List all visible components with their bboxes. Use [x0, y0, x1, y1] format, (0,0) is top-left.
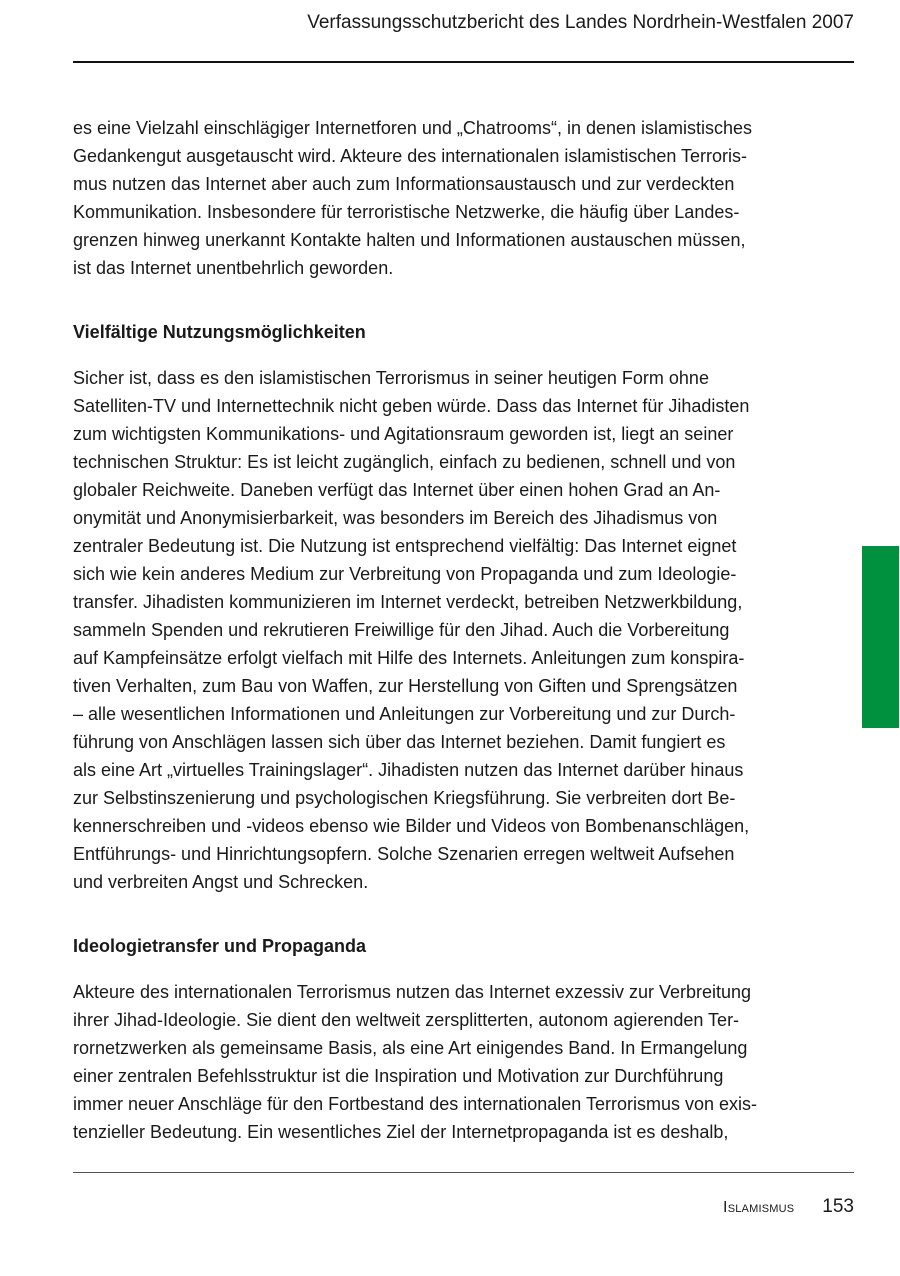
text-line: ihrer Jihad-Ideologie. Sie dient den weltweit zersplitterten, autonom agierenden Ter-: [73, 1010, 740, 1030]
text-line: zum wichtigsten Kommunikations- und Agitationsraum geworden ist, liegt an seiner: [73, 424, 734, 444]
text-line: Sicher ist, dass es den islamistischen Terrorismus in seiner heutigen Form ohne: [73, 368, 709, 388]
text-line: zentraler Bedeutung ist. Die Nutzung ist entsprechend vielfältig: Das Internet eignet: [73, 536, 737, 556]
text-line: grenzen hinweg unerkannt Kontakte halten und Informationen austauschen müssen,: [73, 230, 746, 250]
text-line: rornetzwerken als gemeinsame Basis, als eine Art einigendes Band. In Ermangelung: [73, 1038, 748, 1058]
text-line: Kommunikation. Insbesondere für terroristische Netzwerke, die häufig über Landes-: [73, 202, 740, 222]
text-line: führung von Anschlägen lassen sich über das Internet beziehen. Damit fungiert es: [73, 732, 726, 752]
text-line: auf Kampfeinsätze erfolgt vielfach mit Hilfe des Internets. Anleitungen zum konspira-: [73, 648, 745, 668]
chapter-tab-marker: [862, 546, 899, 728]
paragraph-ideologietransfer: [73, 978, 808, 1146]
text-line: es eine Vielzahl einschlägiger Internetforen und „Chatrooms“, in denen islamistisches: [73, 118, 753, 138]
text-line: Satelliten-TV und Internettechnik nicht geben würde. Dass das Internet für Jihadisten: [73, 396, 750, 416]
text-line: immer neuer Anschläge für den Fortbestand des internationalen Terrorismus von exis-: [73, 1094, 758, 1114]
text-line: und verbreiten Angst und Schrecken.: [73, 872, 369, 892]
text-line: technischen Struktur: Es ist leicht zugänglich, einfach zu bedienen, schnell und von: [73, 452, 736, 472]
text-line: Entführungs- und Hinrichtungsopfern. Solche Szenarien erregen weltweit Aufsehen: [73, 844, 735, 864]
paragraph-nutzung: [73, 364, 808, 896]
text-line: zur Selbstinszenierung und psychologischen Kriegsführung. Sie verbreiten dort Be-: [73, 788, 736, 808]
page-footer: [723, 1196, 854, 1218]
text-line: Akteure des internationalen Terrorismus nutzen das Internet exzessiv zur Verbreitung: [73, 982, 752, 1002]
footer-divider: [73, 1172, 854, 1173]
text-line: einer zentralen Befehlsstruktur ist die Inspiration und Motivation zur Durchführung: [73, 1066, 724, 1086]
text-line: ist das Internet unentbehrlich geworden.: [73, 258, 394, 278]
footer-section-name: Islamismus: [723, 1199, 795, 1216]
text-line: sich wie kein anderes Medium zur Verbreitung von Propaganda und zum Ideologie-: [73, 564, 737, 584]
text-line: globaler Reichweite. Daneben verfügt das Internet über einen hohen Grad an An-: [73, 480, 721, 500]
text-line: tiven Verhalten, zum Bau von Waffen, zur Herstellung von Giften und Sprengsätzen: [73, 676, 738, 696]
text-line: – alle wesentlichen Informationen und Anleitungen zur Vorbereitung und zur Durch-: [73, 704, 736, 724]
text-line: mus nutzen das Internet aber auch zum Informationsaustausch und zur verdeckten: [73, 174, 735, 194]
body-text: [73, 114, 808, 1146]
page-number: 153: [822, 1196, 854, 1217]
text-line: als eine Art „virtuelles Trainingslager“. Jihadisten nutzen das Internet darüber hinaus: [73, 760, 744, 780]
text-line: tenzieller Bedeutung. Ein wesentliches Ziel der Internetpropaganda ist es deshalb,: [73, 1122, 729, 1142]
running-header: Verfassungsschutzbericht des Landes Nordrhein-Westfalen 2007: [307, 12, 854, 33]
text-line: Gedankengut ausgetauscht wird. Akteure des internationalen islamistischen Terroris-: [73, 146, 748, 166]
section-heading-nutzung: Vielfältige Nutzungsmöglichkeiten: [73, 322, 366, 342]
text-line: onymität und Anonymisierbarkeit, was besonders im Bereich des Jihadismus von: [73, 508, 718, 528]
section-heading-ideologietransfer: Ideologietransfer und Propaganda: [73, 936, 367, 956]
header-divider: [73, 61, 854, 63]
text-line: transfer. Jihadisten kommunizieren im Internet verdeckt, betreiben Netzwerkbildung,: [73, 592, 743, 612]
paragraph-intro: [73, 114, 808, 282]
text-line: sammeln Spenden und rekrutieren Freiwillige für den Jihad. Auch die Vorbereitung: [73, 620, 730, 640]
text-line: kennerschreiben und -videos ebenso wie Bilder und Videos von Bombenanschlägen,: [73, 816, 750, 836]
